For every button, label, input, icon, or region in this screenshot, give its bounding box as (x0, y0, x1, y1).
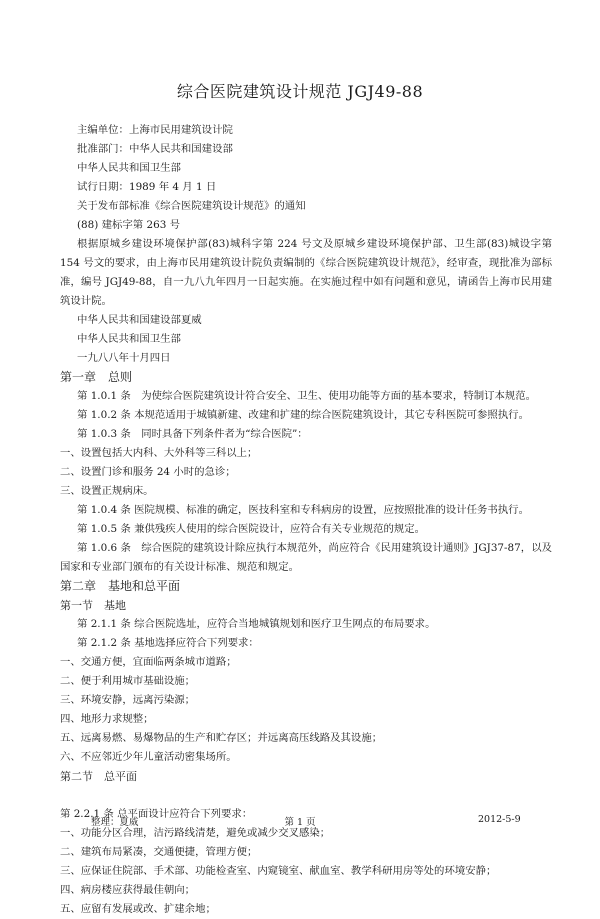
clause: 第 1.0.6 条 综合医院的建筑设计除应执行本规范外，尚应符合《民用建筑设计通则》JGJ37-87，以及国家和专业部门颁布的有关设计标准、规范和规定。 (60, 542, 552, 573)
section-heading: 第二节 总平面 (60, 770, 137, 783)
clause: 第 2.1.1 条 综合医院选址，应符合当地城镇规划和医疗卫生网点的布局要求。 (77, 618, 436, 630)
clause: 第 1.0.3 条 同时具备下列条件者为“综合医院”： (77, 428, 308, 440)
section-heading: 第一节 基地 (60, 599, 126, 612)
meta-editor: 主编单位：上海市民用建筑设计院 (77, 124, 233, 136)
notice-title: 关于发布部标准《综合医院建筑设计规范》的通知 (77, 200, 306, 212)
meta-approver-2: 中华人民共和国卫生部 (77, 162, 181, 174)
clause: 第 2.1.2 条 基地选择应符合下列要求： (77, 637, 259, 649)
notice-number: (88) 建标字第 263 号 (77, 219, 181, 231)
page-footer (0, 814, 600, 830)
clause: 第 1.0.5 条 兼供残疾人使用的综合医院设计，应符合有关专业规范的规定。 (77, 523, 426, 535)
chapter-heading: 第二章 基地和总平面 (60, 579, 181, 593)
signature-line: 中华人民共和国建设部夏威 (77, 314, 202, 326)
list-item: 一、交通方便，宜面临两条城市道路； (60, 656, 237, 668)
clause: 第 1.0.2 条 本规范适用于城镇新建、改建和扩建的综合医院建筑设计，其它专科医院可参照执行。 (77, 409, 529, 421)
meta-approver: 批准部门：中华人民共和国建设部 (77, 143, 233, 155)
list-item: 六、不应邻近少年儿童活动密集场所。 (60, 751, 237, 763)
footer-editor: 整理：夏威 (91, 817, 139, 828)
meta-trial-date: 试行日期：1989 年 4 月 1 日 (77, 181, 217, 193)
footer-date: 2012-5-9 (478, 814, 521, 825)
list-item: 一、设置包括大内科、大外科等三科以上； (60, 447, 258, 459)
signature-line: 中华人民共和国卫生部 (77, 333, 181, 345)
list-item: 三、环境安静，远离污染源； (60, 694, 196, 706)
page-number: 第 1 页 (284, 817, 316, 828)
list-item: 四、地形力求规整； (60, 713, 154, 725)
page-title: 综合医院建筑设计规范 JGJ49-88 (176, 82, 424, 101)
list-item: 五、远离易燃、易爆物品的生产和贮存区；并远离高压线路及其设施； (60, 732, 383, 744)
list-item: 一、功能分区合理，洁污路线清楚，避免或减少交叉感染； (60, 827, 331, 839)
list-item: 二、便于利用城市基础设施； (60, 675, 196, 687)
list-item: 四、病房楼应获得最佳朝向； (60, 884, 196, 896)
document-body (60, 121, 552, 919)
clause: 第 1.0.1 条 为使综合医院建筑设计符合安全、卫生、使用功能等方面的基本要求，特制订本规范。 (77, 390, 537, 402)
chapter-heading: 第一章 总则 (60, 370, 133, 384)
clause: 第 2.2.1 条 总平面设计应符合下列要求： (60, 808, 253, 820)
list-item: 三、应保证住院部、手术部、功能检查室、内窥镜室、献血室、教学科研用房等处的环境安静； (60, 865, 497, 877)
clause: 第 1.0.4 条 医院规模、标准的确定，医技科室和专科病房的设置，应按照批准的设计任务书执行。 (77, 504, 529, 516)
list-item: 三、设置正规病床。 (60, 485, 154, 497)
notice-body: 根据原城乡建设环境保护部(83)城科字第 224 号文及原城乡建设环境保护部、卫生部(83)城设字第 154 号文的要求，由上海市民用建筑设计院负责编制的《综合医院建筑设计规范》，经审查，现批准为部标准，编号 JGJ49-88，自一九八九年四月一日起实施。在实施过程中如有问题和意见，请函告上海市民用建筑设计院。 (60, 238, 552, 307)
list-item: 五、应留有发展或改、扩建余地； (60, 903, 216, 915)
list-item: 二、建筑布局紧凑，交通便捷，管理方便； (60, 846, 258, 858)
list-item: 二、设置门诊和服务 24 小时的急诊； (60, 466, 236, 478)
spacer (60, 786, 552, 805)
signature-date: 一九八八年十月四日 (77, 352, 171, 364)
